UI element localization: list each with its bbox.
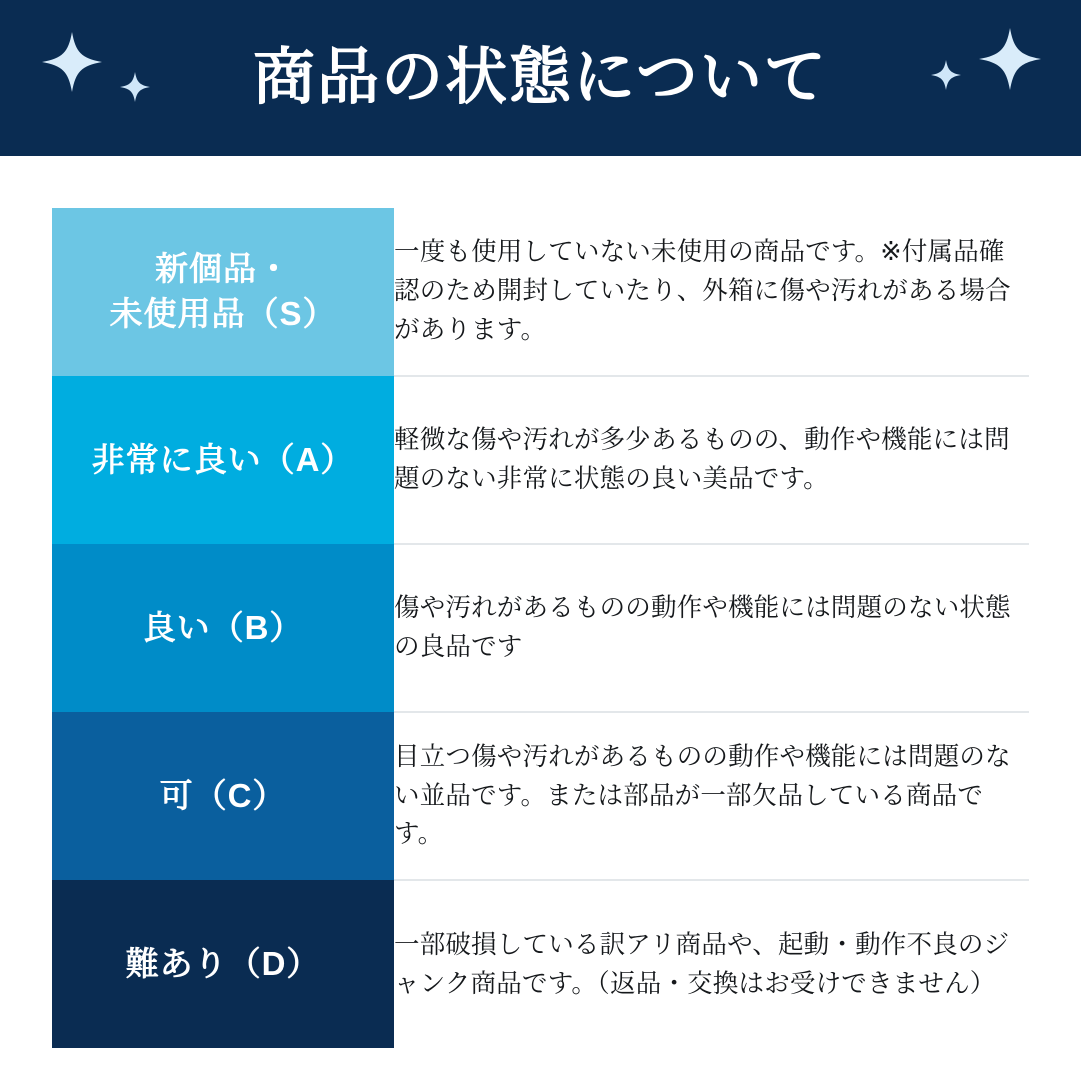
sparkle-icon	[931, 60, 961, 90]
condition-label-d	[52, 880, 394, 1048]
condition-description-d: 一部破損している訳アリ商品や、起動・動作不良のジャンク商品です。（返品・交換はお受けできません）	[394, 880, 1029, 1048]
table-row	[52, 544, 1029, 712]
sparkle-icon	[120, 72, 150, 102]
table-row	[52, 880, 1029, 1048]
sparkle-icon	[42, 32, 102, 92]
condition-label-line: 新個品・	[155, 250, 291, 288]
condition-description-a: 軽微な傷や汚れが多少あるものの、動作や機能には問題のない非常に状態の良い美品です。	[394, 376, 1029, 544]
table-row	[52, 376, 1029, 544]
condition-label-b	[52, 544, 394, 712]
condition-label-c	[52, 712, 394, 880]
condition-label-line: 未使用品（S）	[109, 295, 337, 332]
condition-label-line: 可（C）	[159, 776, 287, 814]
table-row	[52, 208, 1029, 376]
condition-label-line: 非常に良い（A）	[91, 440, 355, 478]
condition-description-b: 傷や汚れがあるものの動作や機能には問題のない状態の良品です	[394, 544, 1029, 712]
table-row	[52, 712, 1029, 880]
sparkle-icon	[979, 28, 1041, 90]
condition-label-a	[52, 376, 394, 544]
condition-table	[52, 208, 1029, 1048]
condition-label-line: 難あり（D）	[125, 944, 321, 982]
condition-label-s	[52, 208, 394, 376]
condition-table-container	[0, 156, 1081, 1048]
condition-description-c: 目立つ傷や汚れがあるものの動作や機能には問題のない並品です。または部品が一部欠品している商品です。	[394, 712, 1029, 880]
page-title: 商品の状態について	[253, 43, 828, 112]
header-banner	[0, 0, 1081, 156]
condition-label-line: 良い（B）	[142, 608, 304, 646]
condition-description-s: 一度も使用していない未使用の商品です。※付属品確認のため開封していたり、外箱に傷や汚れがある場合があります。	[394, 208, 1029, 376]
